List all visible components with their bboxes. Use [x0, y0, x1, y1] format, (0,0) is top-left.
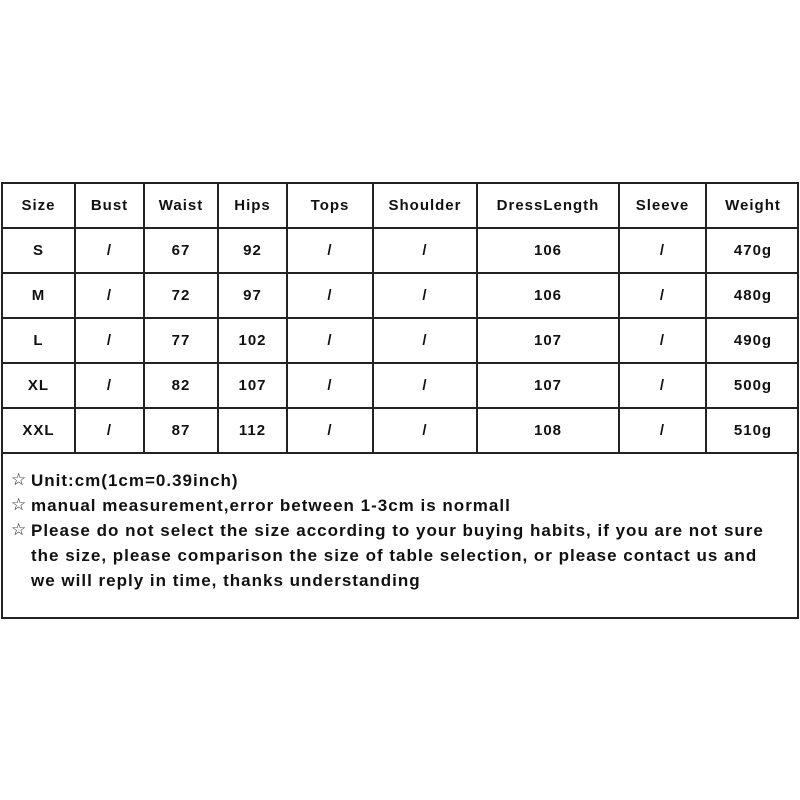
table-cell: / — [619, 408, 706, 453]
table-cell: 107 — [218, 363, 287, 408]
note-measurement — [11, 493, 797, 518]
table-cell: / — [619, 363, 706, 408]
table-cell: / — [287, 228, 373, 273]
table-cell: / — [287, 363, 373, 408]
note-text: Unit:cm(1cm=0.39inch) — [31, 471, 239, 490]
table-cell: 72 — [144, 273, 218, 318]
note-text: Please do not select the size according to your buying habits, if you are not sure the size, please comparison the size of table selection, or please contact us and we will reply in time, thanks understanding — [31, 521, 764, 590]
table-cell: 480g — [706, 273, 799, 318]
table-cell: / — [619, 228, 706, 273]
table-cell: 106 — [477, 228, 619, 273]
header-size: Size — [3, 184, 75, 228]
table-cell: / — [75, 228, 144, 273]
table-cell: 470g — [706, 228, 799, 273]
header-sleeve: Sleeve — [619, 184, 706, 228]
table-cell: / — [373, 228, 477, 273]
table-row — [3, 273, 799, 318]
table-cell: / — [75, 363, 144, 408]
header-hips: Hips — [218, 184, 287, 228]
table-cell: 106 — [477, 273, 619, 318]
table-cell: / — [373, 363, 477, 408]
table-cell: 87 — [144, 408, 218, 453]
header-weight: Weight — [706, 184, 799, 228]
note-unit — [11, 468, 797, 493]
header-row — [3, 184, 799, 228]
table-cell: 510g — [706, 408, 799, 453]
table-cell: 67 — [144, 228, 218, 273]
table-cell: / — [75, 408, 144, 453]
table-cell: 107 — [477, 363, 619, 408]
star-icon: ☆ — [11, 470, 28, 490]
size-table — [3, 184, 799, 454]
table-cell: 107 — [477, 318, 619, 363]
table-cell: 490g — [706, 318, 799, 363]
note-size-advice — [11, 518, 797, 593]
table-cell: / — [373, 318, 477, 363]
table-cell: L — [3, 318, 75, 363]
size-notes — [3, 454, 797, 593]
table-cell: / — [75, 318, 144, 363]
table-cell: / — [619, 318, 706, 363]
note-text: manual measurement,error between 1-3cm is normall — [31, 496, 511, 515]
size-chart — [1, 182, 799, 619]
table-row — [3, 363, 799, 408]
table-cell: 108 — [477, 408, 619, 453]
table-cell: 77 — [144, 318, 218, 363]
table-row — [3, 318, 799, 363]
star-icon: ☆ — [11, 520, 28, 540]
table-cell: / — [287, 408, 373, 453]
table-cell: / — [287, 273, 373, 318]
table-cell: / — [373, 273, 477, 318]
table-cell: 92 — [218, 228, 287, 273]
table-cell: XXL — [3, 408, 75, 453]
table-cell: / — [373, 408, 477, 453]
table-row — [3, 408, 799, 453]
header-bust: Bust — [75, 184, 144, 228]
table-cell: 102 — [218, 318, 287, 363]
header-shoulder: Shoulder — [373, 184, 477, 228]
table-cell: S — [3, 228, 75, 273]
header-tops: Tops — [287, 184, 373, 228]
table-cell: / — [619, 273, 706, 318]
table-cell: 112 — [218, 408, 287, 453]
table-cell: 500g — [706, 363, 799, 408]
star-icon: ☆ — [11, 495, 28, 515]
header-dress-length: DressLength — [477, 184, 619, 228]
header-waist: Waist — [144, 184, 218, 228]
table-cell: M — [3, 273, 75, 318]
table-cell: 97 — [218, 273, 287, 318]
table-row — [3, 228, 799, 273]
table-cell: / — [75, 273, 144, 318]
table-cell: XL — [3, 363, 75, 408]
table-cell: / — [287, 318, 373, 363]
table-cell: 82 — [144, 363, 218, 408]
